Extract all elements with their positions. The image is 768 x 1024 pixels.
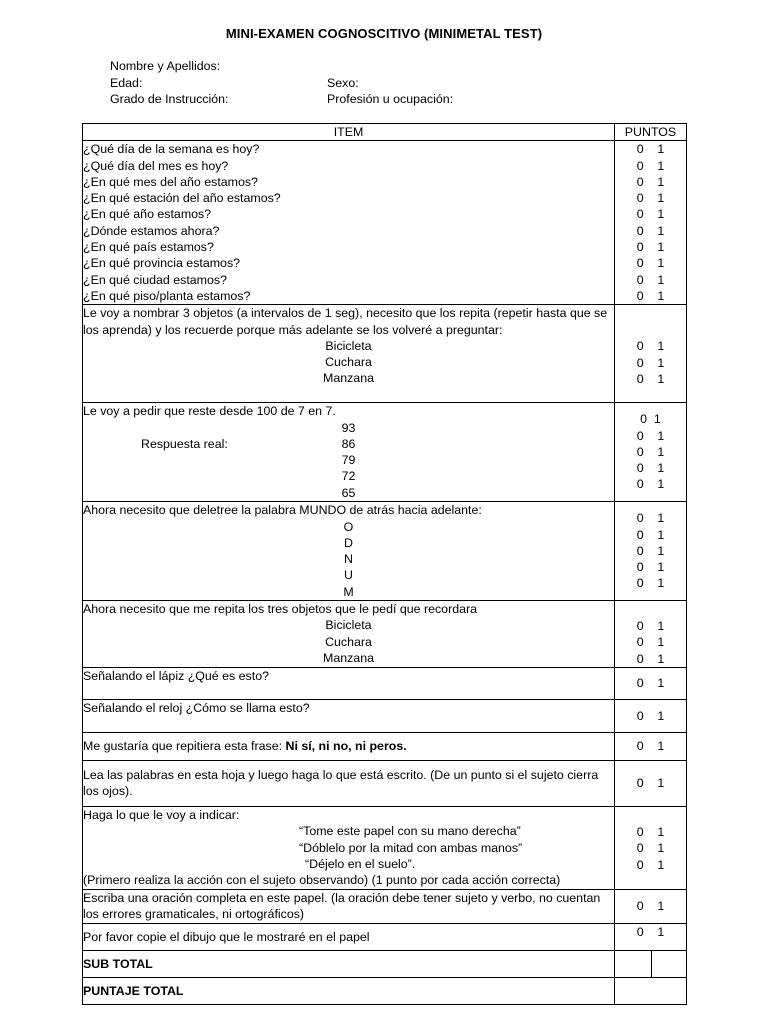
letter: M: [343, 584, 354, 599]
object-name: Bicicleta: [325, 618, 372, 633]
frase-item: [83, 733, 615, 761]
object-name: Manzana: [323, 371, 374, 386]
dibujo-item: [83, 923, 615, 950]
lapiz-section: [83, 668, 687, 700]
subtotal-cell[interactable]: [615, 951, 651, 977]
calculo-scores: [615, 403, 687, 502]
reloj-score: [615, 700, 687, 733]
dibujo-section: [83, 923, 687, 950]
score-option: 0 1: [636, 477, 665, 492]
orden-note: (Primero realiza la acción con el sujeto observando) (1 punto por cada acción correcta): [83, 873, 561, 888]
question: ¿En qué país estamos?: [83, 240, 214, 255]
subtotal-row: [83, 950, 687, 977]
calculo-section: [83, 403, 687, 502]
reloj-section: [83, 700, 687, 733]
object-name: Manzana: [323, 650, 374, 665]
score-option: 0 1: [636, 223, 665, 238]
score-option: 0 1: [636, 174, 665, 189]
score-option: 0 1: [636, 560, 665, 575]
score-option: 0 1: [636, 191, 665, 206]
total-cell[interactable]: [615, 977, 687, 1004]
recuerdo-item: [83, 601, 615, 668]
lapiz-item: [83, 668, 615, 700]
calc-value: 72: [341, 469, 356, 484]
object-name: Bicicleta: [325, 338, 372, 353]
reloj-item: [83, 700, 615, 733]
score-option: 0 1: [636, 899, 665, 914]
score-option: 0 1: [636, 256, 665, 271]
deletreo-item: [83, 502, 615, 601]
document-title: MINI-EXAMEN COGNOSCITIVO (MINIMETAL TEST): [225, 26, 543, 41]
calculo-instruction: Le voy a pedir que reste desde 100 de 7 en 7.: [83, 404, 336, 419]
score-option: 0 1: [636, 428, 665, 443]
score-option: 0 1: [636, 543, 665, 558]
score-option: 0 1: [636, 776, 665, 791]
profesion-label: Profesión u ocupación:: [327, 92, 454, 106]
lapiz-score: [615, 668, 687, 700]
score-option: 0 1: [636, 635, 665, 650]
dibujo-instruction: Por favor copie el dibujo que le mostraré en el papel: [83, 929, 370, 944]
lectura-item: [83, 761, 615, 807]
question: ¿Qué día del mes es hoy?: [83, 158, 229, 173]
subtotal-label: SUB TOTAL: [83, 950, 615, 977]
score-option: 0 1: [636, 355, 665, 370]
registro-instruction: Le voy a nombrar 3 objetos (a intervalos de 1 seg), necesito que los repita (repetir hasta que se los aprenda) y los recuerde porque más adelante se los volveré a preguntar:: [83, 306, 608, 337]
orden-step: “Déjelo en el suelo”.: [305, 856, 416, 871]
question: ¿Dónde estamos ahora?: [83, 223, 220, 238]
orden-scores: [615, 807, 687, 890]
letter: U: [344, 568, 353, 583]
orientation-section: [83, 141, 687, 305]
score-option: 0 1: [636, 739, 665, 754]
deletreo-section: [83, 502, 687, 601]
score-option: 0 1: [636, 857, 665, 872]
score-option: 0 1: [636, 708, 665, 723]
orden-instruction: Haga lo que le voy a indicar:: [83, 808, 240, 823]
score-option: 0 1: [636, 444, 665, 459]
frase-section: [83, 733, 687, 761]
escritura-section: [83, 890, 687, 924]
recuerdo-scores: [615, 601, 687, 668]
question: ¿En qué año estamos?: [83, 207, 212, 222]
table-header-row: [83, 124, 687, 141]
score-option: 0 1: [636, 339, 665, 354]
object-name: Cuchara: [325, 355, 372, 370]
dibujo-score: [615, 923, 687, 950]
orientation-scores: [615, 141, 687, 305]
score-option: 0 1: [636, 619, 665, 634]
letter: O: [343, 519, 354, 534]
mmse-table: [82, 123, 687, 1005]
respuesta-real-label: Respuesta real:: [141, 436, 228, 451]
score-option: 0 1: [636, 207, 665, 222]
registro-scores: [615, 305, 687, 403]
letter: D: [344, 535, 353, 550]
question: ¿En qué ciudad estamos?: [83, 272, 227, 287]
recuerdo-section: [83, 601, 687, 668]
score-option: 0 1: [636, 158, 665, 173]
orden-step: “Tome este papel con su mano derecha”: [299, 824, 521, 839]
lectura-section: [83, 761, 687, 807]
score-option: 0 1: [636, 240, 665, 255]
question: ¿Qué día de la semana es hoy?: [83, 142, 260, 157]
deletreo-instruction: Ahora necesito que deletree la palabra MUNDO de atrás hacia adelante:: [83, 503, 482, 518]
total-label: PUNTAJE TOTAL: [83, 977, 615, 1004]
score-option: 0 1: [636, 576, 665, 591]
score-option: 0 1: [636, 825, 665, 840]
edad-label: Edad:: [110, 76, 143, 90]
score-option: 0 1: [636, 841, 665, 856]
escritura-score: [615, 890, 687, 924]
calc-value: 86: [341, 436, 356, 451]
question: ¿En qué mes del año estamos?: [83, 174, 258, 189]
puntos-column-header: PUNTOS: [615, 124, 687, 141]
subtotal-cells: [615, 950, 687, 977]
reloj-question: Señalando el reloj ¿Cómo se llama esto?: [83, 701, 310, 716]
registro-item: [83, 305, 615, 403]
question: ¿En qué provincia estamos?: [83, 256, 241, 271]
item-column-header: ITEM: [83, 124, 615, 141]
orientation-questions: [83, 141, 615, 305]
score-option: 0 1: [636, 511, 665, 526]
escritura-instruction: Escriba una oración completa en este papel. (la oración debe tener sujeto y verbo, no cuentan los errores gramaticales, ni ortográficos): [83, 891, 601, 922]
total-row: [83, 977, 687, 1004]
lectura-instruction: Lea las palabras en esta hoja y luego haga lo que está escrito. (De un punto si el sujeto cierra los ojos).: [83, 768, 599, 799]
score-option: 0 1: [636, 461, 665, 476]
registro-section: [83, 305, 687, 403]
score-option: 0 1: [636, 676, 665, 691]
score-option: 0 1: [636, 371, 665, 386]
object-name: Cuchara: [325, 634, 372, 649]
score-option: 0 1: [636, 651, 665, 666]
frase-phrase: Ni sí, ni no, ni peros.: [285, 739, 407, 754]
lectura-score: [615, 761, 687, 807]
subtotal-cell[interactable]: [651, 951, 686, 977]
calc-value: 79: [341, 453, 356, 468]
score-option: 0 1: [640, 412, 661, 427]
frase-score: [615, 733, 687, 761]
recuerdo-instruction: Ahora necesito que me repita los tres objetos que le pedí que recordara: [83, 602, 477, 617]
score-option: 0 1: [636, 272, 665, 287]
orden-item: [83, 807, 615, 890]
question: ¿En qué piso/planta estamos?: [83, 288, 251, 303]
frase-instruction: Me gustaría que repitiera esta frase:: [83, 739, 286, 754]
escritura-item: [83, 890, 615, 924]
orden-step: “Dóblelo por la mitad con ambas manos”: [299, 840, 523, 855]
question: ¿En qué estación del año estamos?: [83, 191, 281, 206]
nombre-label: Nombre y Apellidos:: [110, 59, 221, 73]
calc-value: 65: [341, 485, 356, 500]
score-option: 0 1: [636, 924, 665, 939]
sexo-label: Sexo:: [327, 76, 359, 90]
orden-section: [83, 807, 687, 890]
calculo-item: [83, 403, 615, 502]
grado-label: Grado de Instrucción:: [110, 92, 229, 106]
deletreo-scores: [615, 502, 687, 601]
letter: N: [344, 552, 353, 567]
score-option: 0 1: [636, 142, 665, 157]
lapiz-question: Señalando el lápiz ¿Qué es esto?: [83, 669, 269, 684]
score-option: 0 1: [636, 288, 665, 303]
calc-value: 93: [341, 420, 356, 435]
score-option: 0 1: [636, 527, 665, 542]
